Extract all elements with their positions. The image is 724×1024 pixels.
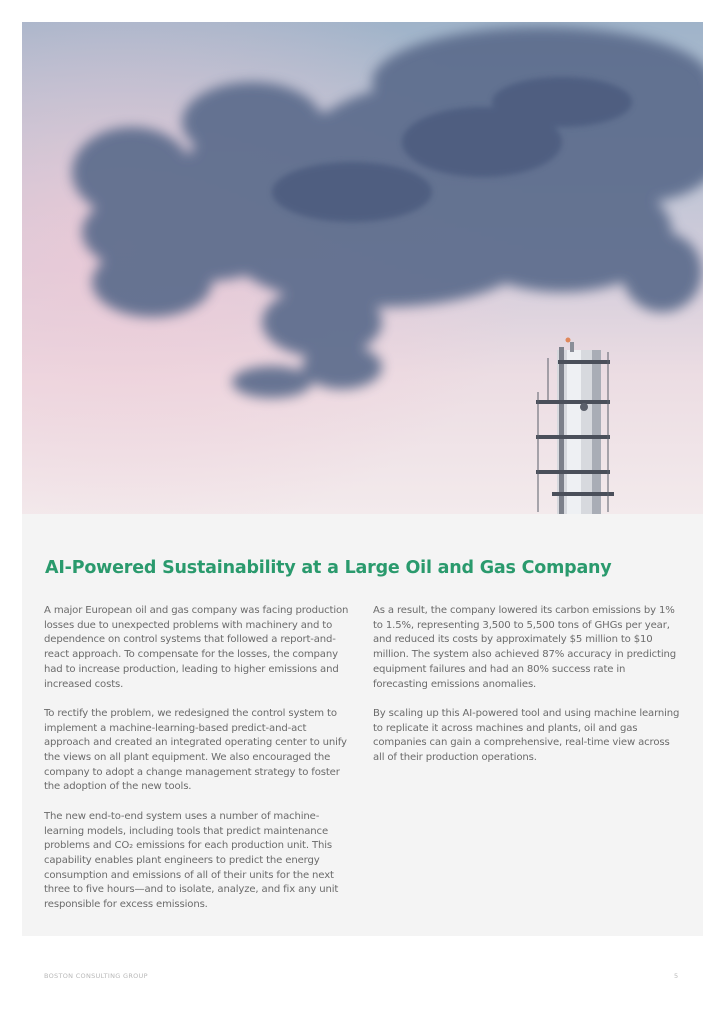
paragraph: To rectify the problem, we redesigned the control system to implement a machine-learning-based predict-and-act approach and created an integrated operating center to unify the views on all plant equipment. We also encouraged the company to adopt a change management strategy to foster the adoption of the new tools.	[44, 707, 347, 793]
page-number: 5	[674, 972, 679, 980]
footer-publisher: BOSTON CONSULTING GROUP	[44, 972, 148, 980]
paragraph: As a result, the company lowered its carbon emissions by 1% to 1.5%, representing 3,500 to 5,500 tons of GHGs per year, and reduced its costs by approximately $5 million to $10 million. The system also achieved 87% accuracy in predicting equipment failures and had an 80% success rate in forecasting emissions anomalies.	[373, 605, 676, 690]
paragraph: By scaling up this AI-powered tool and using machine learning to replicate it across machines and plants, oil and gas companies can gain a comprehensive, real-time view across all of their production operations.	[373, 707, 680, 764]
paragraph: The new end-to-end system uses a number of machine-learning models, including tools that predict maintenance problems and CO₂ emissions for each production unit. This capability enables plant engineers to predict the energy consumption and emissions of all of their units for the next three to five hours—and to isolate, analyze, and fix any unit responsible for excess emissions.	[44, 810, 339, 911]
left-column	[44, 604, 354, 927]
sky-with-cloud-and-refinery	[22, 22, 703, 514]
hero-image	[22, 22, 703, 514]
article-title: AI-Powered Sustainability at a Large Oil and Gas Company	[45, 558, 612, 578]
article-panel	[22, 514, 703, 936]
paragraph: A major European oil and gas company was facing production losses due to unexpected problems with machinery and to dependence on control systems that followed a report-and-react approach. To compensate for the losses, the company had to increase production, leading to higher emissions and increased costs.	[44, 605, 349, 690]
right-column	[373, 604, 683, 780]
